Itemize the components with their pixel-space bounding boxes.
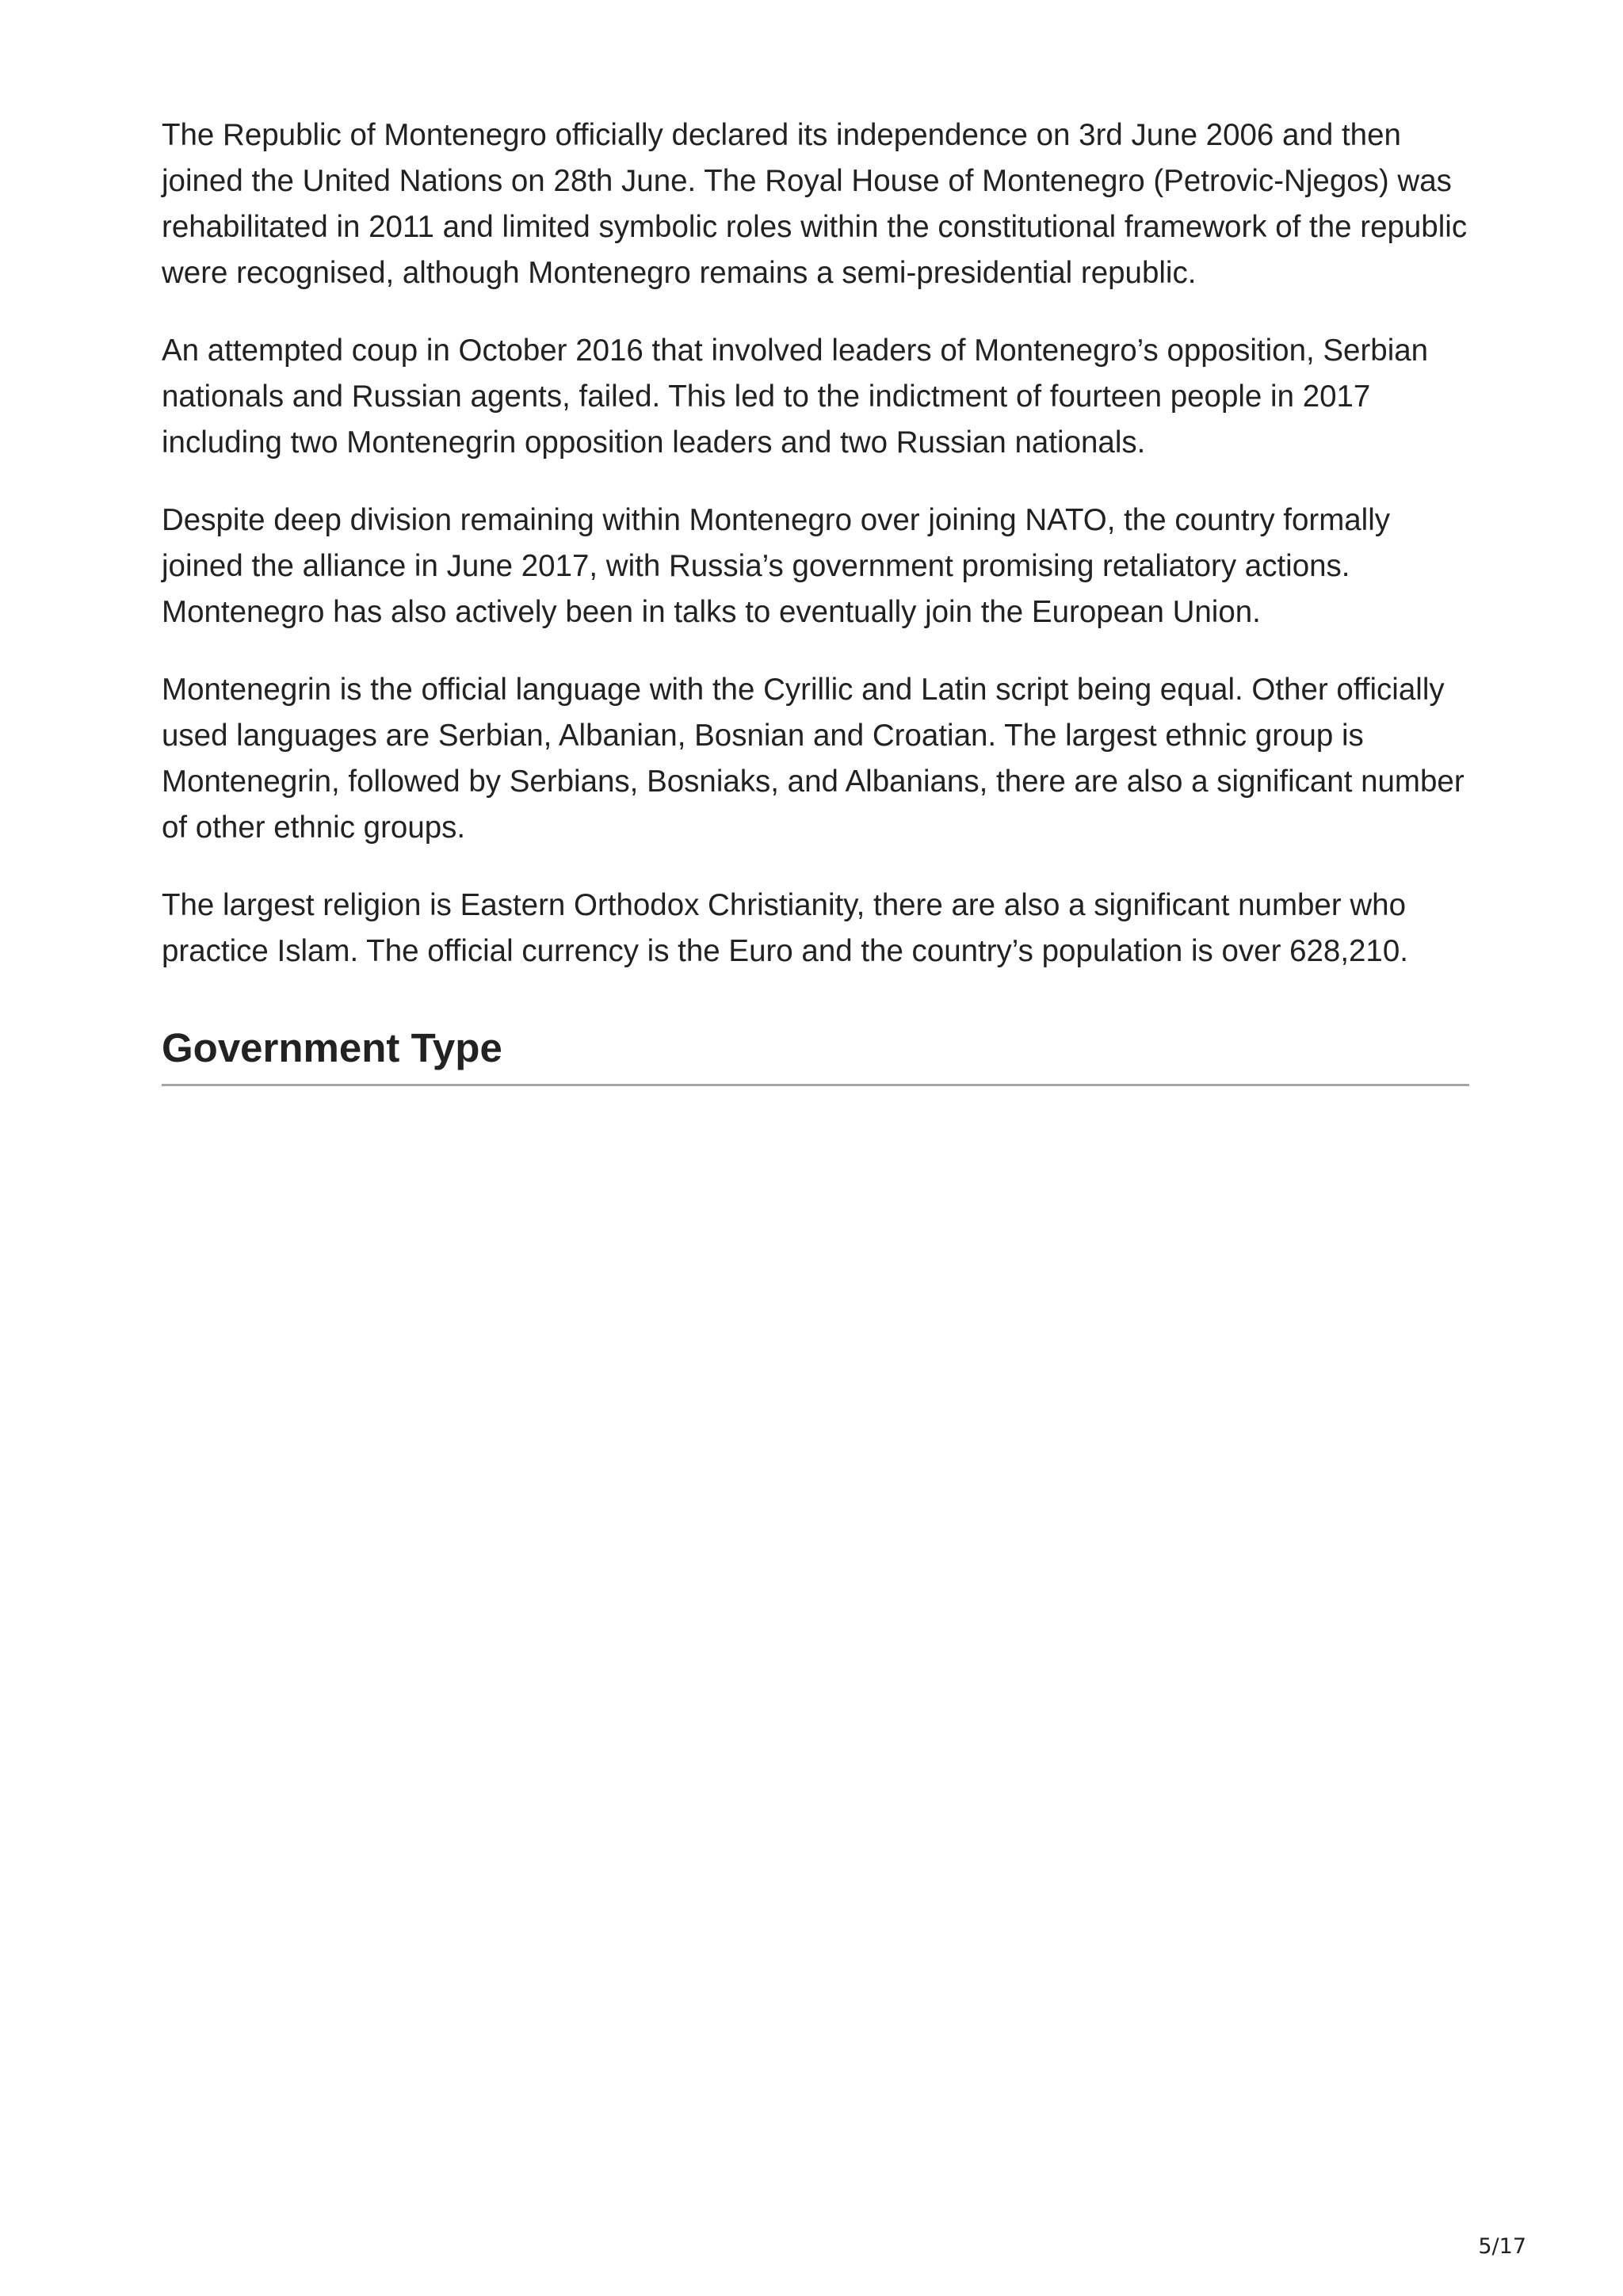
paragraph-language: Montenegrin is the official language with the Cyrillic and Latin script being equal. Other officially used languages are Serbian, Albanian, Bosnian and Croatian. The largest ethnic group is Montenegrin, followed by Serbians, Bosniaks, and Albanians, there are also a significant number of other ethnic groups. xyxy=(162,673,1465,845)
paragraph-independence: The Republic of Montenegro officially declared its independence on 3rd June 2006 and then joined the United Nations on 28th June. The Royal House of Montenegro (Petrovic-Njegos) was rehabilitated in 2011 and limited symbolic roles within the constitutional framework of the republic were recognised, although Montenegro remains a semi-presidential republic. xyxy=(162,118,1468,290)
paragraph-nato: Despite deep division remaining within Montenegro over joining NATO, the country formally joined the alliance in June 2017, with Russia’s government promising retaliatory actions. Montenegro has also actively been in talks to eventually join the European Union. xyxy=(162,503,1391,629)
document-body xyxy=(162,113,1469,1086)
paragraph-coup: An attempted coup in October 2016 that involved leaders of Montenegro’s opposition, Serbian nationals and Russian agents, failed. This led to the indictment of fourteen people in 2017 including two Montenegrin opposition leaders and two Russian nationals. xyxy=(162,334,1429,460)
section-heading-government-type: Government Type xyxy=(162,1024,1469,1086)
page-number: 5/17 xyxy=(1478,2234,1526,2259)
paragraph-religion: The largest religion is Eastern Orthodox Christianity, there are also a significant number who practice Islam. The official currency is the Euro and the country’s population is over 628,210. xyxy=(162,888,1408,968)
